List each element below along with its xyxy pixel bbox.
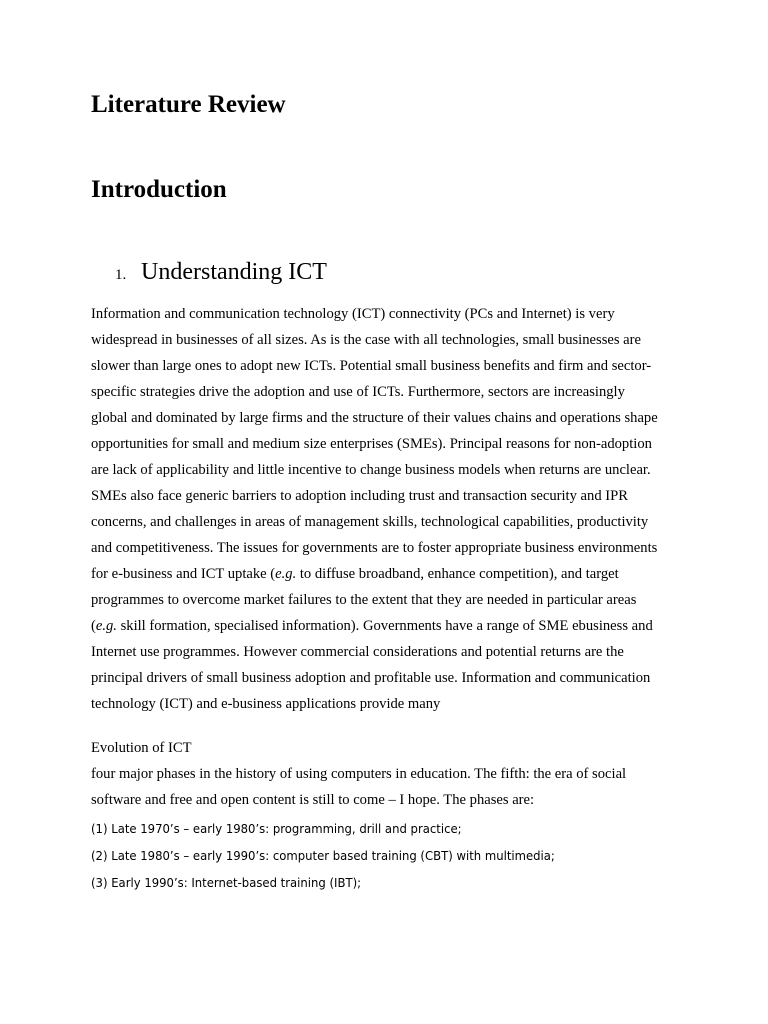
list-item: (1) Late 1970’s – early 1980’s: programming, drill and practice; (91, 821, 462, 836)
subsection-heading (115, 257, 327, 290)
paragraph-line: are lack of applicability and little incentive to change business models when returns are unclear. (91, 462, 651, 478)
paragraph-line: global and dominated by large firms and the structure of their values chains and operations shape (91, 410, 658, 426)
paragraph-line: principal drivers of small business adoption and profitable use. Information and communication (91, 670, 651, 686)
phases-list (91, 815, 584, 896)
subsection-number: 1. (115, 267, 127, 283)
paragraph-line: concerns, and challenges in areas of management skills, technological capabilities, productivity (91, 514, 649, 530)
line-text: skill formation, specialised information). Governments have a range of SME ebusiness and (116, 618, 653, 634)
paragraph-line: specific strategies drive the adoption and use of ICTs. Furthermore, sectors are increasingly (91, 384, 625, 400)
list-item: (2) Late 1980’s – early 1990’s: computer based training (CBT) with multimedia; (91, 848, 555, 863)
subsection-title: Understanding ICT (141, 259, 327, 285)
paragraph-line: technology (ICT) and e-business applications provide many (91, 696, 441, 712)
paragraph-line: software and free and open content is still to come – I hope. The phases are: (91, 792, 535, 808)
paragraph-line (91, 613, 691, 639)
line-text: for e-business and ICT uptake ( (91, 566, 276, 582)
evolution-heading: Evolution of ICT (91, 740, 192, 756)
paragraph-line: widespread in businesses of all sizes. As is the case with all technologies, small businesses are (91, 332, 641, 348)
line-text: ( (91, 618, 96, 634)
paragraph-line: programmes to overcome market failures to the extent that they are needed in particular areas (91, 592, 637, 608)
paragraph-line: Internet use programmes. However commercial considerations and potential returns are the (91, 644, 624, 660)
italic-abbreviation: e.g. (275, 566, 297, 582)
paragraph-line: and competitiveness. The issues for governments are to foster appropriate business environments (91, 540, 658, 556)
paragraph-line: Information and communication technology (ICT) connectivity (PCs and Internet) is very (91, 306, 615, 322)
list-item: (3) Early 1990’s: Internet-based training (IBT); (91, 875, 362, 890)
paragraph-line (91, 561, 691, 587)
paragraph-line: SMEs also face generic barriers to adoption including trust and transaction security and IPR (91, 488, 628, 504)
body-paragraph (91, 301, 691, 717)
paragraph-line: slower than large ones to adopt new ICTs. Potential small business benefits and firm and sector- (91, 358, 652, 374)
evolution-paragraph (91, 761, 691, 813)
paragraph-line: opportunities for small and medium size enterprises (SMEs). Principal reasons for non-adoption (91, 436, 652, 452)
paragraph-line: four major phases in the history of using computers in education. The fifth: the era of social (91, 766, 627, 782)
document-title: Literature Review (91, 91, 286, 118)
line-text: to diffuse broadband, enhance competition), and target (296, 566, 619, 582)
italic-abbreviation: e.g. (95, 618, 117, 634)
section-heading: Introduction (91, 176, 227, 203)
